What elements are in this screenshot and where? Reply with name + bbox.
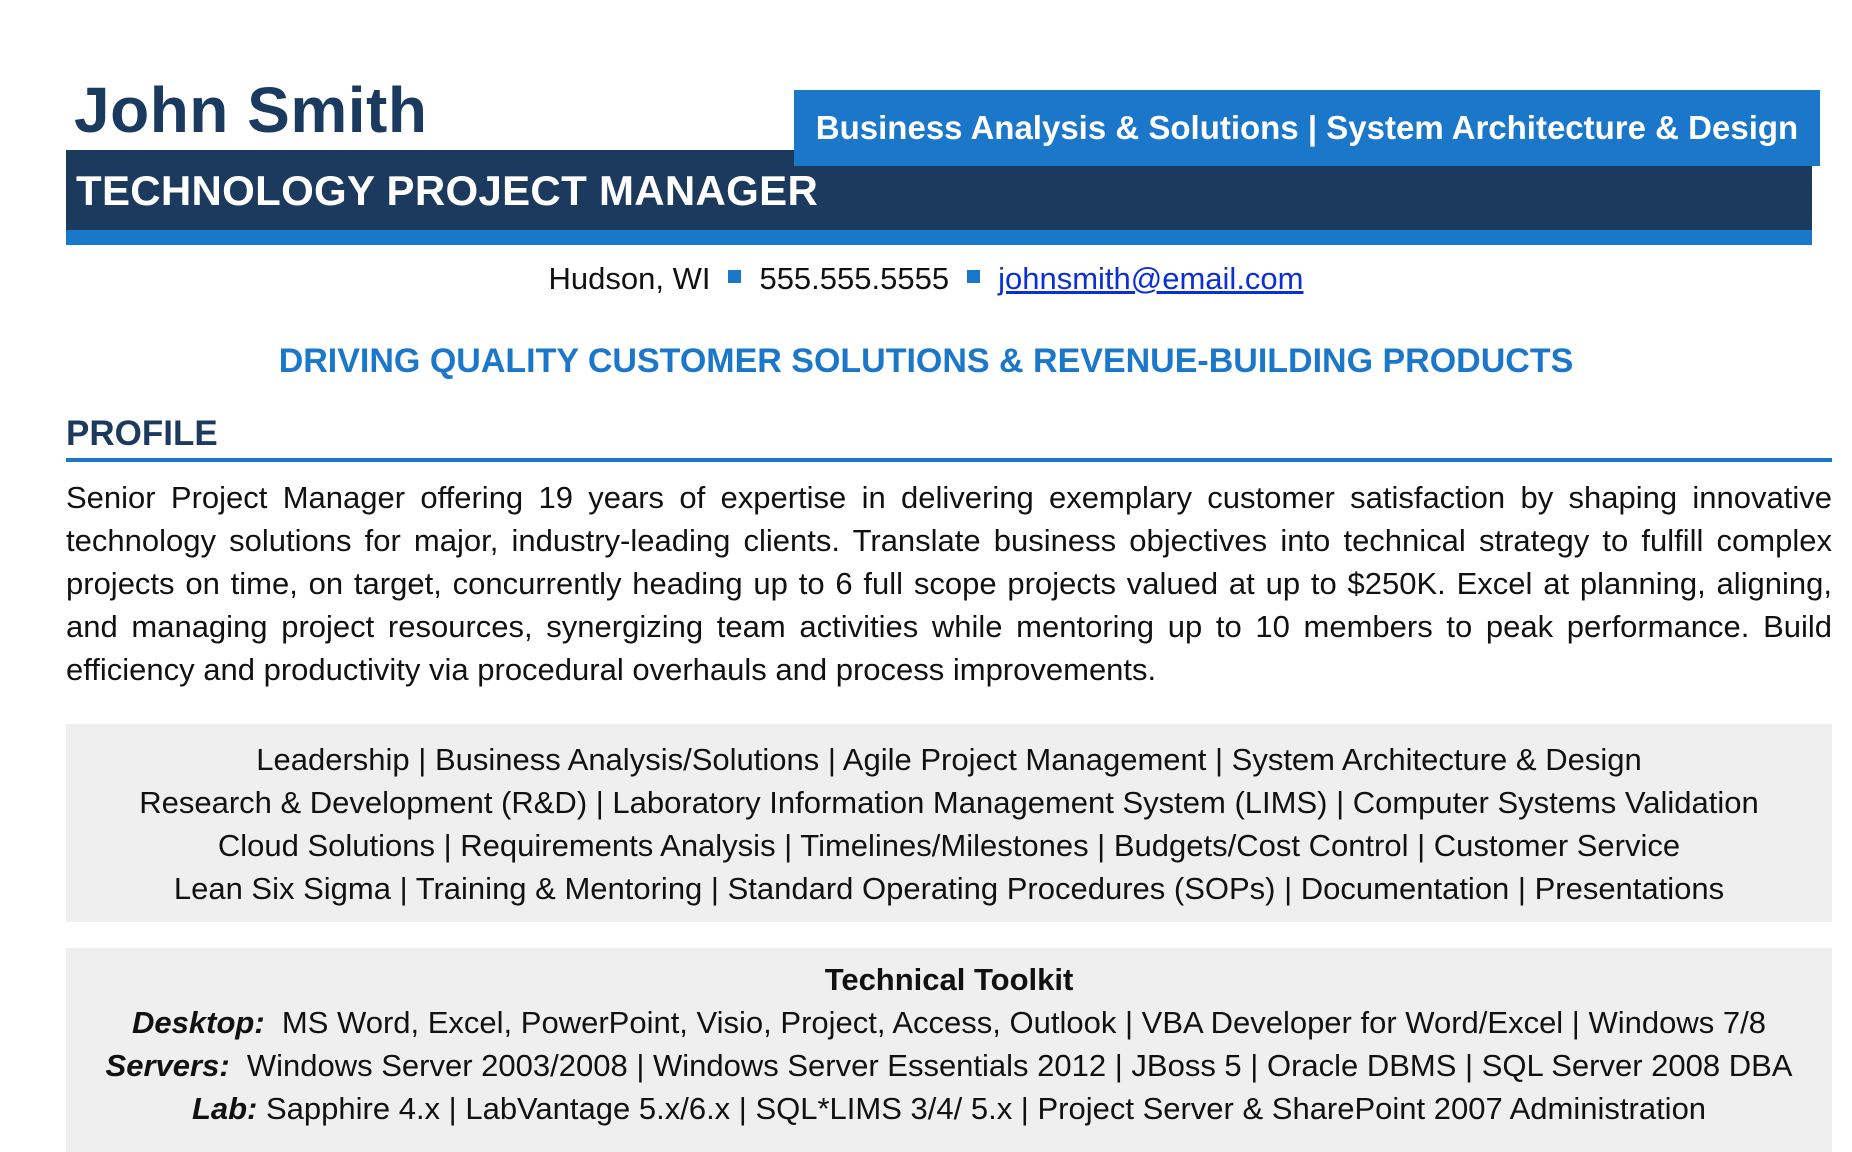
toolkit-label: Servers: [105, 1048, 230, 1083]
toolkit-row-lab [66, 1087, 1832, 1130]
technical-toolkit-panel [66, 948, 1832, 1152]
competencies-line: Cloud Solutions | Requirements Analysis | Timelines/Milestones | Budgets/Cost Control | Customer Service [217, 828, 1681, 863]
bullet-square-icon [728, 270, 741, 283]
toolkit-value: MS Word, Excel, PowerPoint, Visio, Project, Access, Outlook | VBA Developer for Word/Excel | Windows 7/8 [281, 1005, 1766, 1040]
bullet-square-icon [967, 270, 980, 283]
tagline: DRIVING QUALITY CUSTOMER SOLUTIONS & REVENUE-BUILDING PRODUCTS [278, 342, 1574, 380]
specialty-text: Business Analysis & Solutions | System Architecture & Design [815, 109, 1799, 146]
contact-phone: 555.555.5555 [759, 261, 950, 296]
core-competencies-panel [66, 724, 1832, 922]
candidate-name: John Smith [74, 74, 428, 146]
job-title: TECHNOLOGY PROJECT MANAGER [76, 167, 819, 214]
toolkit-row-servers [66, 1044, 1832, 1087]
toolkit-title: Technical Toolkit [824, 962, 1074, 997]
competencies-line: Research & Development (R&D) | Laboratory Information Management System (LIMS) | Computer Systems Validation [139, 785, 1759, 820]
toolkit-label: Lab: [191, 1091, 258, 1126]
contact-email-link[interactable]: johnsmith@email.com [998, 261, 1304, 296]
toolkit-value: Sapphire 4.x | LabVantage 5.x/6.x | SQL*LIMS 3/4/ 5.x | Project Server & SharePoint 2007 Administration [266, 1091, 1707, 1126]
section-heading-profile: PROFILE [66, 414, 218, 453]
competencies-line: Lean Six Sigma | Training & Mentoring | Standard Operating Procedures (SOPs) | Documentation | Presentations [173, 871, 1725, 906]
toolkit-value: Windows Server 2003/2008 | Windows Server Essentials 2012 | JBoss 5 | Oracle DBMS | SQL Server 2008 DBA [246, 1048, 1793, 1083]
toolkit-label: Desktop: [132, 1005, 265, 1040]
profile-paragraph: Senior Project Manager offering 19 years of expertise in delivering exemplary customer satisfaction by shaping innovative technology solutions for major, industry-leading clients. Translate business objectives into technical strategy to fulfill complex projects on time, on target, concurrently heading up to 6 full scope projects valued at up to $250K. Excel at planning, aligning, and managing project resources, synergizing team activities while mentoring up to 10 members to peak performance. Build efficiency and productivity via procedural overhauls and process improvements. [66, 480, 1832, 687]
contact-location: Hudson, WI [548, 261, 711, 296]
specialty-banner [794, 90, 1820, 166]
toolkit-row-desktop [66, 1001, 1832, 1044]
contact-line [0, 256, 1852, 302]
section-divider [66, 458, 1832, 462]
competencies-line: Leadership | Business Analysis/Solutions | Agile Project Management | System Architecture & Design [256, 742, 1642, 777]
title-bar-accent [66, 230, 1812, 245]
